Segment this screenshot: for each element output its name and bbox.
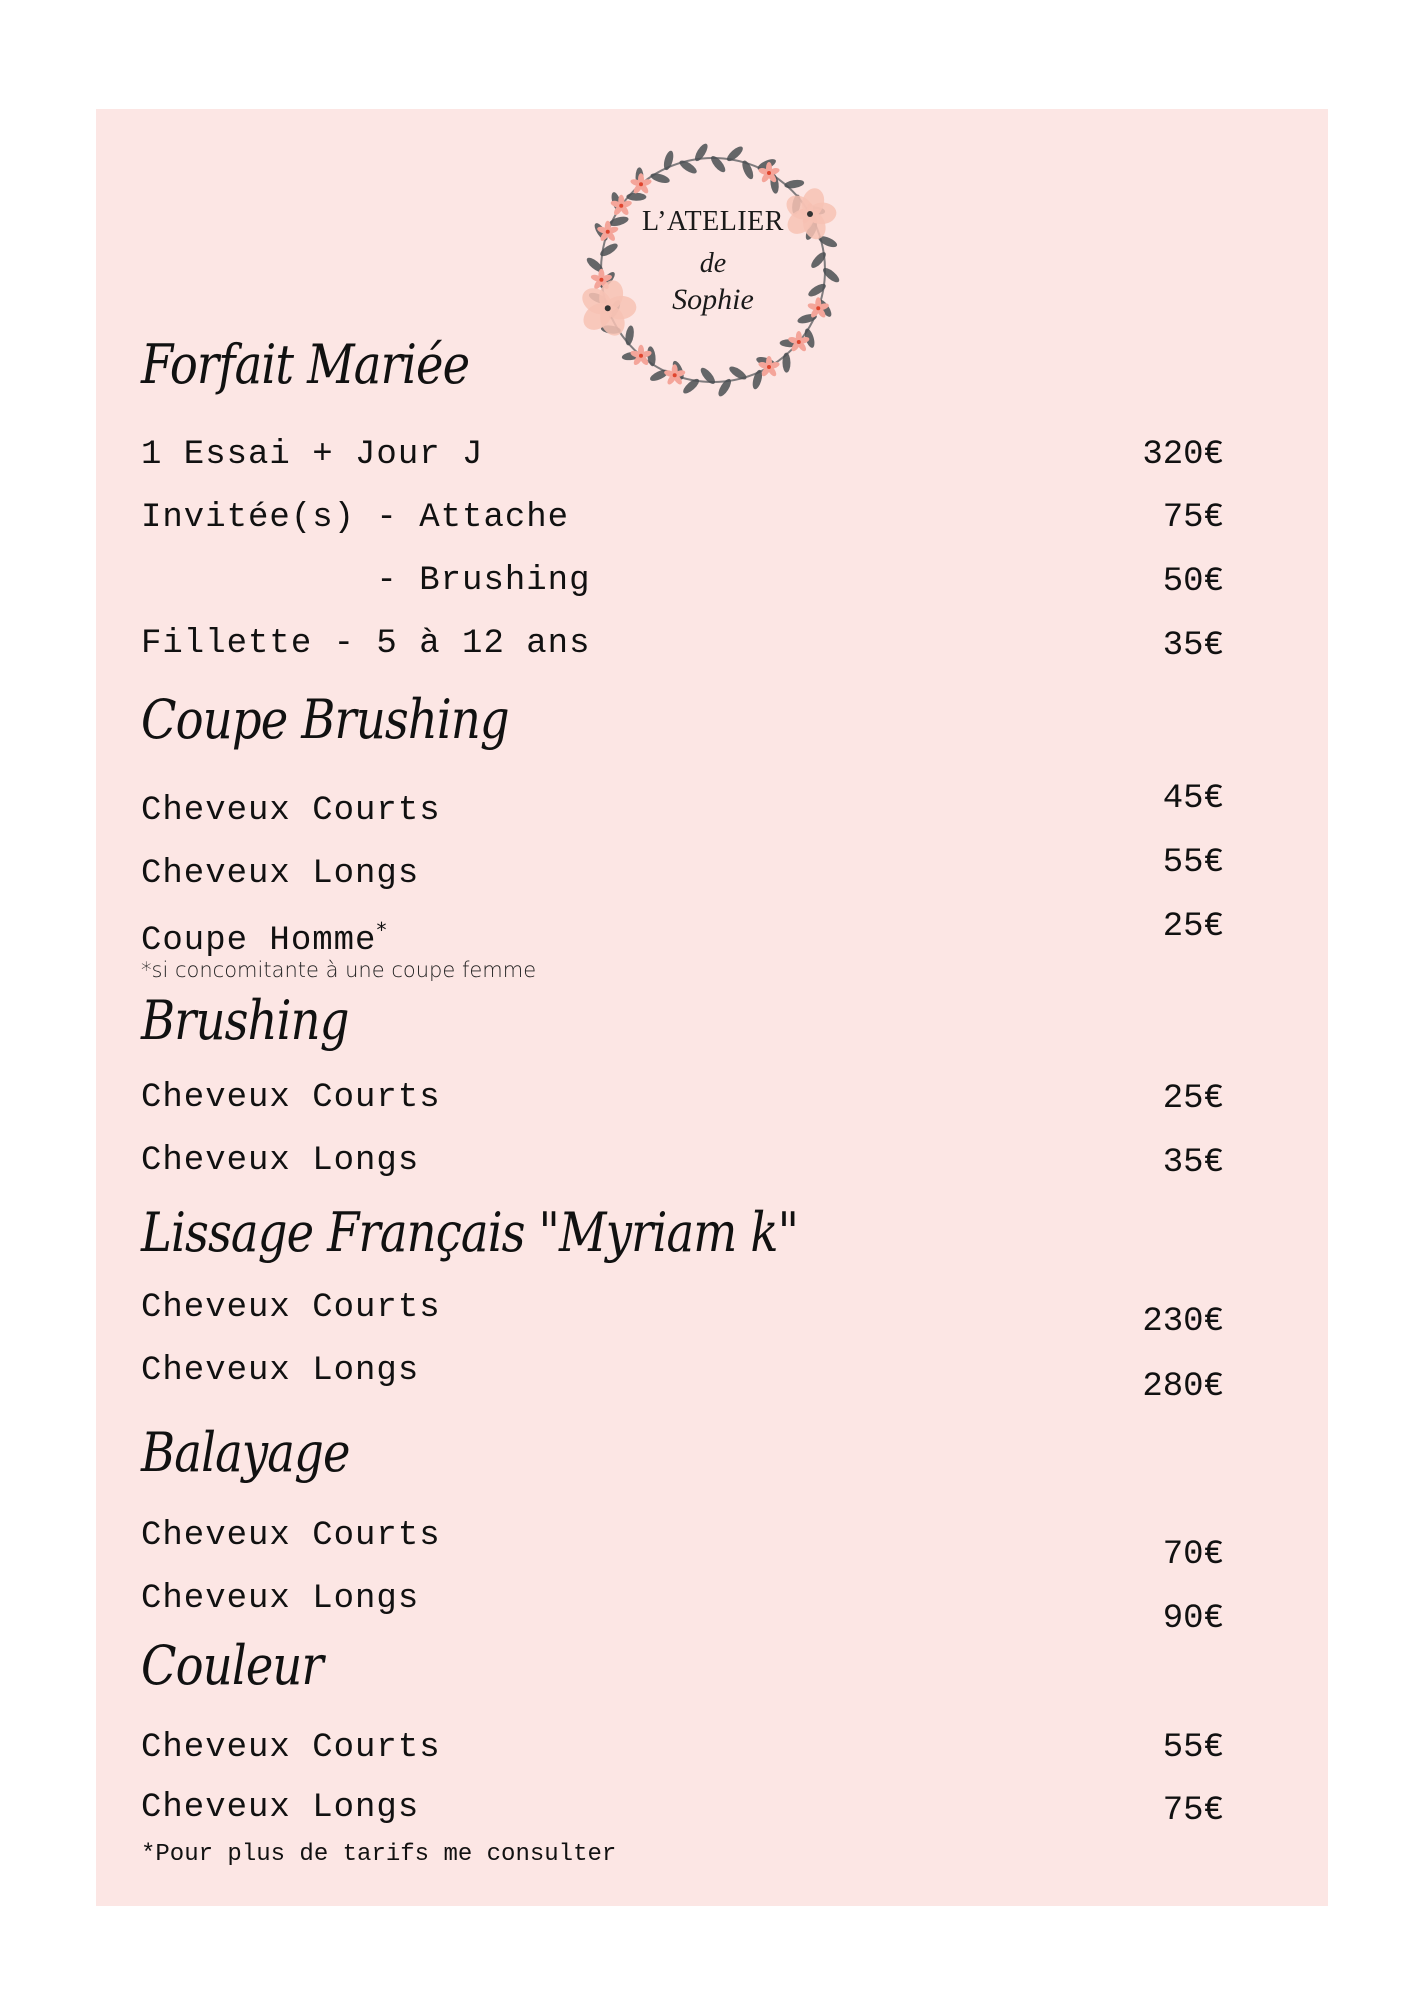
leaf-icon: [782, 353, 790, 373]
leaf-icon: [698, 366, 717, 386]
footnote: *si concomitante à une coupe femme: [141, 958, 537, 982]
logo-line-3: Sophie: [672, 283, 754, 316]
section-title-balayage: Balayage: [141, 1421, 350, 1484]
item-price: 90€: [1162, 1600, 1224, 1638]
item-label-text: Coupe Homme: [141, 922, 377, 960]
item-label: Cheveux Longs: [141, 1352, 420, 1390]
logo-line-2: de: [699, 248, 727, 279]
leaf-icon: [784, 179, 805, 190]
item-price: 25€: [1162, 1080, 1224, 1118]
item-label: Cheveux Longs: [141, 1580, 420, 1618]
item-price: 75€: [1162, 1792, 1224, 1830]
item-price: 35€: [1162, 627, 1224, 665]
item-price: 35€: [1162, 1144, 1224, 1182]
item-label: Cheveux Longs: [141, 1142, 420, 1180]
item-label: Invitée(s) - Attache: [141, 499, 570, 537]
leaf-icon: [751, 369, 764, 390]
item-label: 1 Essai + Jour J: [141, 436, 484, 474]
flower-center-icon: [767, 365, 771, 369]
item-label: Cheveux Courts: [141, 1079, 441, 1117]
item-price: 55€: [1162, 844, 1224, 882]
logo-line-1: L’ATELIER: [642, 206, 784, 237]
flower-center-icon: [797, 340, 801, 344]
item-price: 50€: [1162, 563, 1224, 601]
flower-center-icon: [673, 373, 677, 377]
item-price: 320€: [1142, 436, 1224, 474]
section-title-brushing: Brushing: [141, 989, 349, 1052]
item-label: Cheveux Courts: [141, 1517, 441, 1555]
item-label: [141, 920, 387, 958]
leaf-icon: [626, 193, 646, 201]
item-label: Cheveux Courts: [141, 1289, 441, 1327]
asterisk-marker: *: [376, 918, 388, 942]
leaf-icon: [709, 154, 728, 174]
leaf-icon: [649, 171, 670, 185]
item-price: 280€: [1142, 1368, 1224, 1406]
item-price: 45€: [1162, 780, 1224, 818]
item-label: Fillette - 5 à 12 ans: [141, 625, 591, 663]
item-price: 230€: [1142, 1303, 1224, 1341]
flower-center-icon: [599, 278, 603, 282]
item-label: Cheveux Longs: [141, 1789, 420, 1827]
flower-center-icon: [639, 354, 643, 358]
item-label: Cheveux Longs: [141, 855, 420, 893]
item-label: - Brushing: [141, 562, 591, 600]
leaf-icon: [662, 150, 675, 171]
item-price: 75€: [1162, 499, 1224, 537]
item-price: 25€: [1162, 908, 1224, 946]
section-title-forfait-mariee: Forfait Mariée: [141, 333, 470, 396]
item-price: 70€: [1162, 1536, 1224, 1574]
leaf-icon: [624, 325, 635, 346]
item-label: Cheveux Courts: [141, 1729, 441, 1767]
flower-center-icon: [767, 171, 771, 175]
section-title-coupe-brushing: Coupe Brushing: [141, 688, 509, 751]
bottom-note: *Pour plus de tarifs me consulter: [141, 1841, 617, 1868]
section-title-couleur: Couleur: [141, 1634, 323, 1697]
item-price: 55€: [1162, 1729, 1224, 1767]
item-label: Cheveux Courts: [141, 792, 441, 830]
section-title-lissage: Lissage Français "Myriam k": [141, 1201, 799, 1264]
atelier-logo: [578, 138, 848, 402]
flower-center-icon: [639, 182, 643, 186]
